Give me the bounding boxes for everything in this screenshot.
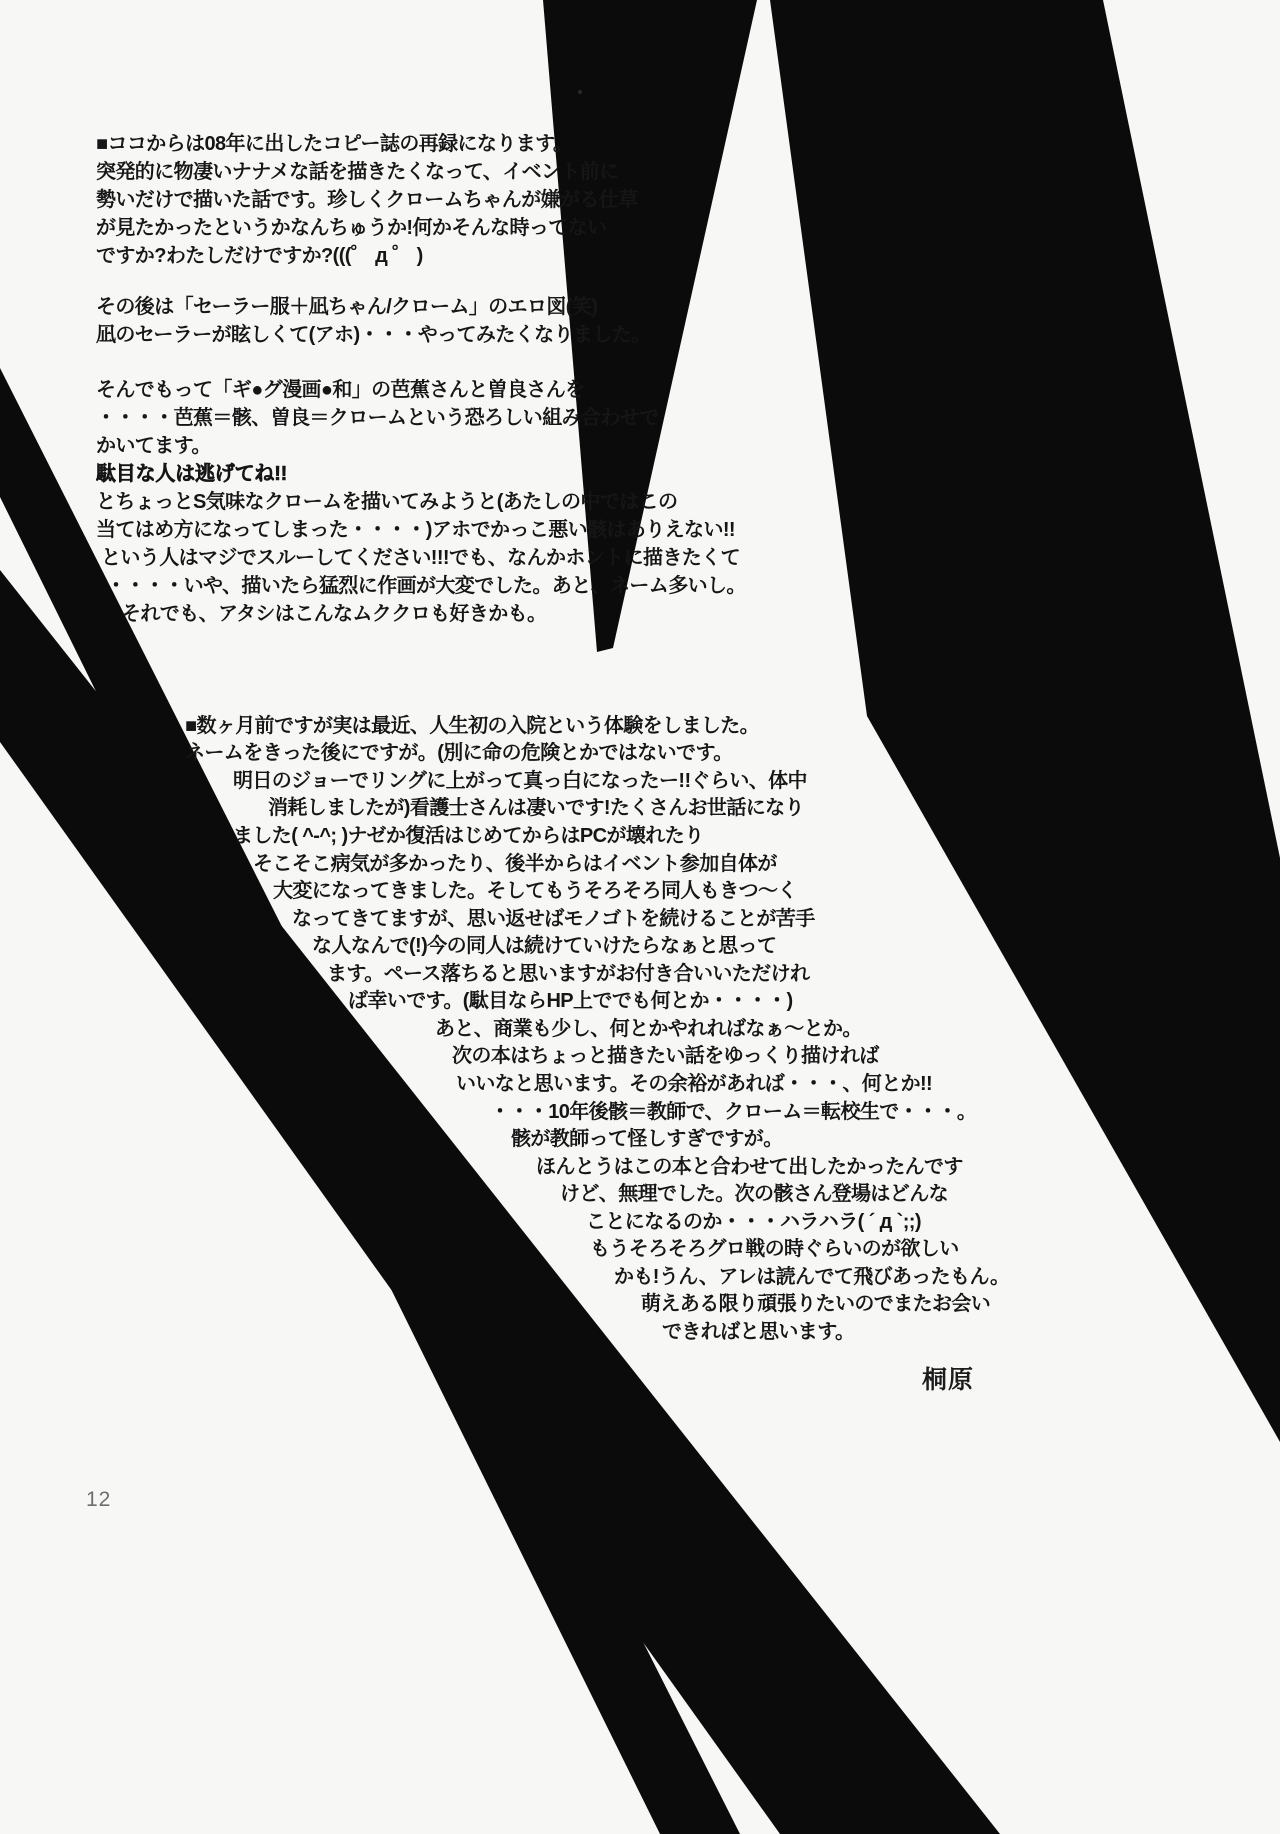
intro-line: が見たかったというかなんちゅうか!何かそんな時ってない (96, 217, 607, 239)
sailor-line: その後は「セーラー服＋凪ちゃん/クローム」のエロ図(笑) (96, 296, 598, 318)
hospital-line: ば幸いです。(駄目ならHP上ででも何とか・・・・) (348, 990, 793, 1012)
hospital-line: ことになるのか・・・ハラハラ( ´ д `;;) (586, 1211, 921, 1233)
gag-line: ・・・・いや、描いたら猛烈に作画が大変でした。あと、ネーム多いし。 (106, 575, 746, 597)
gag-line: とちょっとS気味なクロームを描いてみようと(あたしの中ではこの (96, 491, 678, 513)
hospital-line: 明日のジョーでリングに上がって真っ白になったー!!ぐらい、体中 (233, 770, 807, 792)
hospital-line: 萌えある限り頑張りたいのでまたお会い (641, 1293, 991, 1315)
warning-line: 駄目な人は逃げてね!! (96, 463, 288, 485)
hospital-line: ネームをきった後にですが。(別に命の危険とかではないです。 (185, 742, 733, 764)
gag-line: かいてます。 (96, 435, 211, 457)
intro-line: 突発的に物凄いナナメな話を描きたくなって、イベント前に (96, 161, 619, 183)
hospital-line: 消耗しましたが)看護士さんは凄いです!たくさんお世話になり (268, 797, 804, 819)
hospital-line: あと、商業も少し、何とかやれればなぁ～とか。 (435, 1018, 862, 1040)
hospital-line: そこそこ病気が多かったり、後半からはイベント参加自体が (253, 853, 777, 875)
hospital-line: 骸が教師って怪しすぎですが。 (511, 1128, 783, 1150)
gag-line: 当てはめ方になってしまった・・・・)アホでかっこ悪い骸はありえない!! (96, 519, 735, 541)
author-signature: 桐原 (922, 1366, 975, 1394)
hospital-line: けど、無理でした。次の骸さん登場はどんな (560, 1183, 948, 1205)
hospital-line: ました( ^-^; )ナゼか復活はじめてからはPCが壊れたり (233, 825, 704, 847)
hospital-line: な人なんで(!)今の同人は続けていけたらなぁと思って (312, 935, 777, 957)
ink-speck (578, 90, 582, 94)
hospital-line: ほんとうはこの本と合わせて出したかったんです (536, 1156, 963, 1178)
page-number: 12 (86, 1488, 112, 1511)
intro-line: ですか?わたしだけですか?(((゜ д ゜ ) (96, 245, 423, 267)
hospital-line: なってきてますが、思い返せばモノゴトを続けることが苦手 (292, 908, 815, 930)
hospital-line: 大変になってきました。そしてもうそろそろ同人もきつ～く (273, 880, 797, 902)
hospital-line: かも!うん、アレは読んでて飛びあったもん。 (614, 1266, 1010, 1288)
intro-line: ■ココからは08年に出したコピー誌の再録になります。 (96, 133, 573, 155)
hospital-line: 次の本はちょっと描きたい話をゆっくり描ければ (452, 1045, 879, 1067)
hospital-line: もうそろそろグロ戦の時ぐらいのが欲しい (590, 1238, 959, 1260)
gag-line: それでも、アタシはこんなムククロも好きかも。 (121, 603, 547, 625)
gag-line: そんでもって「ギ●グ漫画●和」の芭蕉さんと曽良さんを (96, 379, 585, 401)
gag-line: という人はマジでスルーしてください!!!でも、なんかホントに描きたくて (101, 547, 740, 569)
hospital-line: ■数ヶ月前ですが実は最近、人生初の入院という体験をしました。 (185, 715, 760, 737)
hospital-line: ます。ペース落ちると思いますがお付き合いいただけれ (327, 963, 810, 985)
intro-line: 勢いだけで描いた話です。珍しくクロームちゃんが嫌がる仕草 (96, 189, 638, 211)
gag-line: ・・・・芭蕉＝骸、曽良＝クロームという恐ろしい組み合わせで (96, 407, 659, 429)
hospital-line: いいなと思います。その余裕があれば・・・、何とか!! (456, 1073, 933, 1095)
sailor-line: 凪のセーラーが眩しくて(アホ)・・・やってみたくなりました。 (96, 324, 651, 346)
hospital-line: ・・・10年後骸＝教師で、クローム＝転校生で・・・。 (490, 1101, 977, 1123)
hospital-line: できればと思います。 (662, 1321, 855, 1343)
